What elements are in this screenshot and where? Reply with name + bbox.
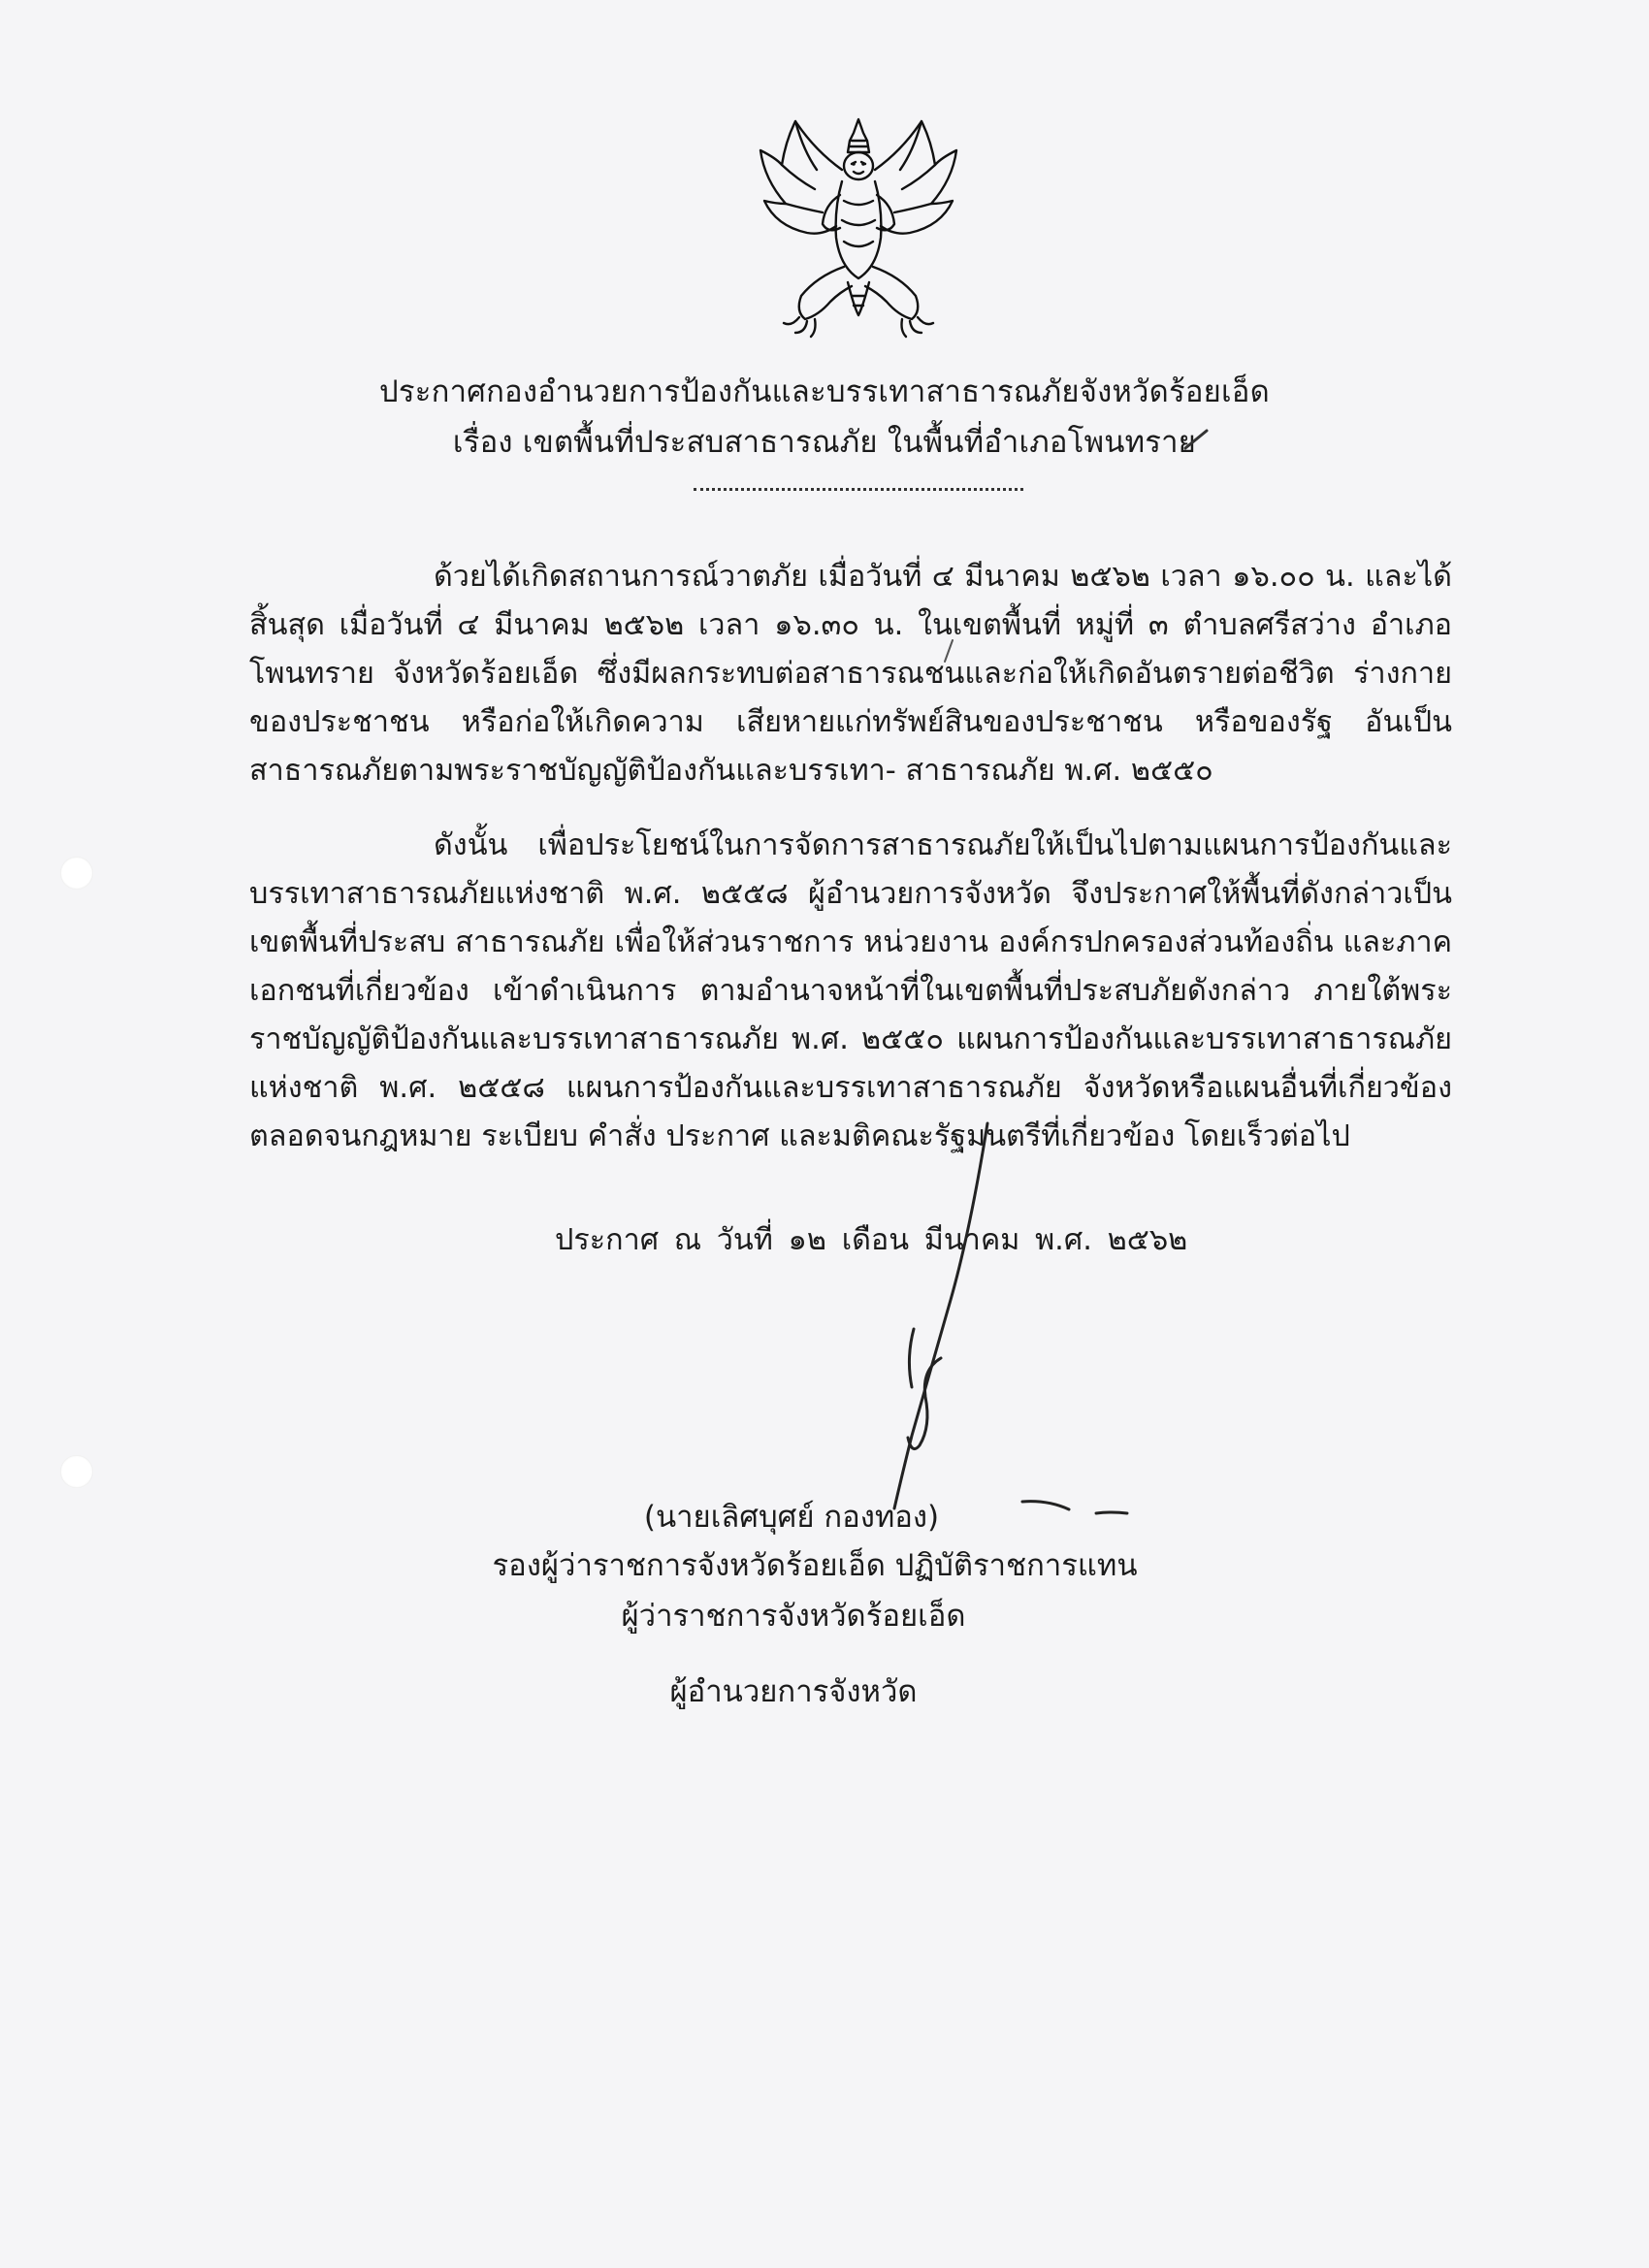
signatory-position: ผู้ว่าราชการจังหวัดร้อยเอ็ด bbox=[621, 1599, 966, 1634]
garuda-emblem-icon bbox=[747, 112, 970, 340]
punch-hole bbox=[60, 857, 93, 890]
announcement-subject: เรื่อง เขตพื้นที่ประสบสาธารณภัย ในพื้นที่อำเภอโพนทราย bbox=[452, 425, 1197, 460]
signatory-role: ผู้อำนวยการจังหวัด bbox=[669, 1674, 918, 1709]
dotted-separator bbox=[694, 488, 1023, 491]
body-paragraph: ดังนั้น เพื่อประโยชน์ในการจัดการสาธารณภัยให้เป็นไปตามแผนการป้องกันและ บรรเทาสาธารณภัยแห่งชาติ พ.ศ. ๒๕๕๘ ผู้อำนวยการจังหวัด จึงประกาศให้พื้นที่ดังกล่าวเป็นเขตพื้นที่ประสบ สาธารณภัย เพื่อให้ส่วนราชการ หน่วยงาน องค์กรปกครองส่วนท้องถิ่น และภาคเอกชนที่เกี่ยวข้อง เข้าดำเนินการ ตามอำนาจหน้าที่ในเขตพื้นที่ประสบภัยดังกล่าว ภายใต้พระราชบัญญัติป้องกันและบรรเทาสาธารณภัย พ.ศ. ๒๕๕๐ แผนการป้องกันและบรรเทาสาธารณภัยแห่งชาติ พ.ศ. ๒๕๕๘ แผนการป้องกันและบรรเทาสาธารณภัย จังหวัดหรือแผนอื่นที่เกี่ยวข้อง ตลอดจนกฎหมาย ระเบียบ คำสั่ง ประกาศ และมติคณะรัฐมนตรีที่เกี่ยวข้อง โดยเร็วต่อไป bbox=[249, 828, 1452, 1153]
body-paragraph: ด้วยได้เกิดสถานการณ์วาตภัย เมื่อวันที่ ๔ มีนาคม ๒๕๖๒ เวลา ๑๖.๐๐ น. และได้สิ้นสุด เมื่อวันที่ ๔ มีนาคม ๒๕๖๒ เวลา ๑๖.๓๐ น. ในเขตพื้นที่ หมู่ที่ ๓ ตำบลศรีสว่าง อำเภอโพนทราย จังหวัดร้อยเอ็ด ซึ่งมีผลกระทบต่อสาธารณชนและก่อให้เกิดอันตรายต่อชีวิต ร่างกายของประชาชน หรือก่อให้เกิดความ เสียหายแก่ทรัพย์สินของประชาชน หรือของรัฐ อันเป็นสาธารณภัยตามพระราชบัญญัติป้องกันและบรรเทา- สาธารณภัย พ.ศ. ๒๕๕๐ bbox=[249, 560, 1452, 788]
handwritten-signature bbox=[805, 1116, 1048, 1523]
punch-hole bbox=[60, 1455, 93, 1488]
check-mark-icon bbox=[1181, 425, 1211, 454]
announcement-date: ประกาศ ณ วันที่ ๑๒ เดือน มีนาคม พ.ศ. ๒๕๖๒ bbox=[555, 1223, 1188, 1257]
announcement-title: ประกาศกองอำนวยการป้องกันและบรรเทาสาธารณภัยจังหวัดร้อยเอ็ด bbox=[379, 374, 1270, 409]
signatory-name: (นายเลิศบุศย์ กองทอง) bbox=[643, 1500, 940, 1535]
signatory-position: รองผู้ว่าราชการจังหวัดร้อยเอ็ด ปฏิบัติราชการแทน bbox=[492, 1548, 1138, 1583]
